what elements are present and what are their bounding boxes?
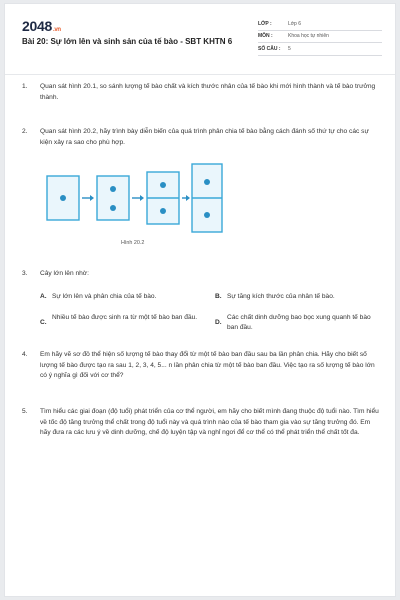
meta-table xyxy=(258,18,382,56)
meta-row-count xyxy=(258,43,382,56)
question-4 xyxy=(22,350,382,382)
logo-domain: .vn xyxy=(52,27,61,33)
question-1 xyxy=(22,82,382,103)
site-logo[interactable] xyxy=(22,18,61,34)
meta-value: Lớp 6 xyxy=(288,20,302,27)
meta-key: SỐ CÂU : xyxy=(258,45,281,52)
cell-2 xyxy=(97,176,129,220)
question-text: Quan sát hình 20.2, hãy trình bày diễn biến của quá trình phân chia tế bào bằng cách đánh số thứ tự cho các sự kiện xảy ra sao cho phù hợp. xyxy=(40,128,369,146)
option-letter: A. xyxy=(40,293,47,300)
arrow-head-icon xyxy=(140,195,144,201)
option-letter: B. xyxy=(215,293,222,300)
nucleus xyxy=(60,195,66,201)
logo-text: 2048 xyxy=(22,18,52,34)
nucleus xyxy=(160,182,166,188)
question-text: Tìm hiểu các giai đoạn (độ tuổi) phát triển của cơ thể người, em hãy cho biết mình đang thuộc độ tuổi nào. Tìm hiểu về tốc độ tăng trưởng thể chất trong độ tuổi này và quá trình nào của tế bào tham gia vào sự tăng trưởng đó. Em hãy đưa ra các lưu ý về dinh dưỡng, chế độ luyện tập và nghỉ ngơi để cơ thể có thể phát triển thể chất tốt đa. xyxy=(40,408,379,437)
meta-key: LỚP : xyxy=(258,20,272,27)
option-a[interactable] xyxy=(40,292,202,302)
figure-caption: Hình 20.2 xyxy=(121,240,145,246)
option-letter: C. xyxy=(40,319,47,326)
option-text: Nhiều tế bào được sinh ra từ một tế bào ban đầu. xyxy=(52,314,198,321)
meta-value: 5 xyxy=(288,45,291,52)
question-5 xyxy=(22,407,382,439)
page-title: Bài 20: Sự lớn lên và sinh sản của tế bào - SBT KHTN 6 xyxy=(22,37,233,46)
question-text: Quan sát hình 20.1, so sánh lượng tế bào chất và kích thước nhân của tế bào khi mới hình thành và tế bào trưởng thành. xyxy=(40,83,376,101)
option-text: Sự tăng kích thước của nhân tế bào. xyxy=(227,293,335,300)
question-number: 1. xyxy=(22,83,28,90)
arrow-head-icon xyxy=(90,195,94,201)
question-number: 3. xyxy=(22,270,28,277)
question-number: 5. xyxy=(22,408,28,415)
nucleus xyxy=(204,179,210,185)
header xyxy=(5,4,395,72)
option-b[interactable] xyxy=(215,292,377,302)
option-text: Sự lớn lên và phân chia của tế bào. xyxy=(52,293,157,300)
nucleus xyxy=(110,205,116,211)
cell-division-figure xyxy=(45,162,223,234)
header-divider xyxy=(5,74,395,75)
arrow-head-icon xyxy=(186,195,190,201)
option-text: Các chất dinh dưỡng bao bọc xung quanh tế bào ban đầu. xyxy=(227,314,371,331)
document-page xyxy=(4,3,396,597)
meta-row-class xyxy=(258,18,382,31)
question-number: 2. xyxy=(22,128,28,135)
meta-row-subject xyxy=(258,31,382,44)
option-c[interactable] xyxy=(40,313,200,326)
question-text: Em hãy vẽ sơ đồ thể hiện số lượng tế bào thay đổi từ một tế bào ban đầu sau ba lần phân chia. Hãy cho biết số lượng tế bào được tạo ra sau 1, 2, 3, 4, 5... n lần phân chia từ một tế bào ban đầu. Việc tạo ra số lượng tế bào lớn có ý nghĩa gì đối với cơ thể? xyxy=(40,351,375,380)
option-letter: D. xyxy=(215,319,222,326)
meta-value: Khoa học tự nhiên xyxy=(288,33,329,40)
question-number: 4. xyxy=(22,351,28,358)
question-2 xyxy=(22,127,382,148)
question-3 xyxy=(22,269,382,280)
option-d[interactable] xyxy=(215,313,379,333)
nucleus xyxy=(160,208,166,214)
meta-key: MÔN : xyxy=(258,33,273,40)
nucleus xyxy=(204,212,210,218)
question-text: Cây lớn lên nhờ: xyxy=(40,270,89,277)
nucleus xyxy=(110,186,116,192)
